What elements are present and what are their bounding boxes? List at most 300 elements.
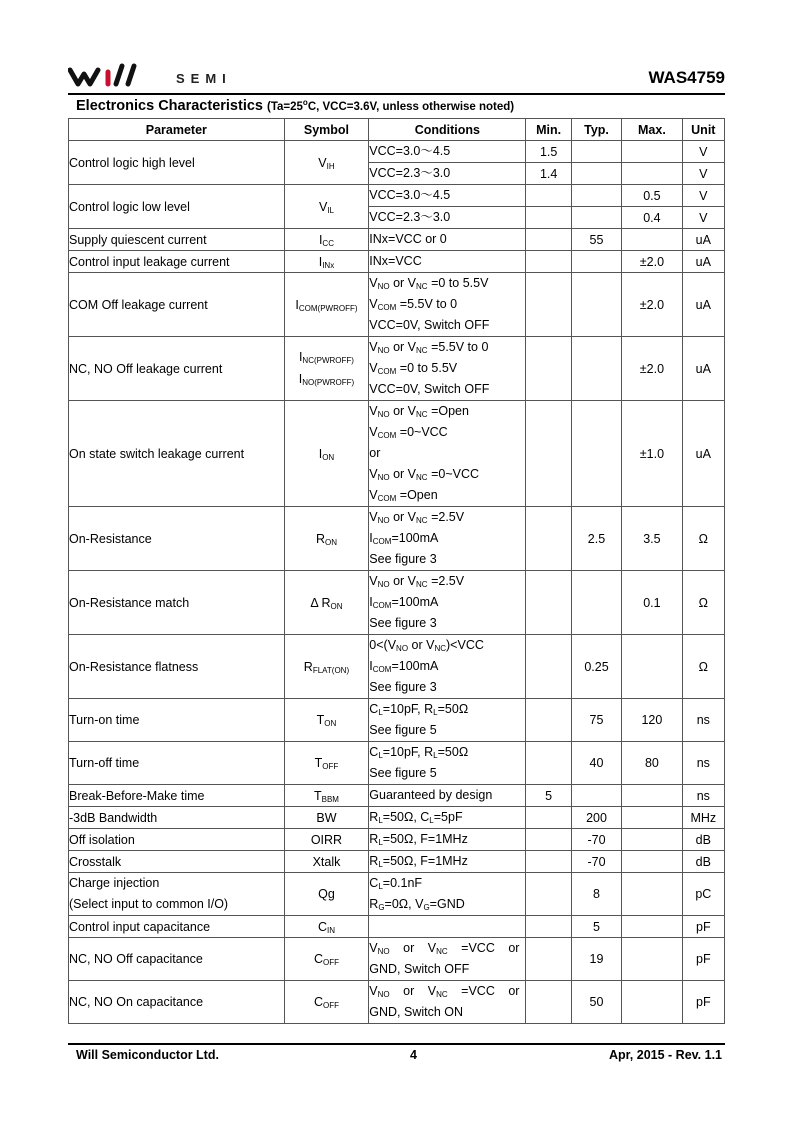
t: =0~VCC [427, 467, 480, 481]
cond-pre: (Ta=25 [267, 101, 303, 113]
will-semi-logo-icon [68, 62, 168, 88]
t: =100mA [391, 531, 439, 545]
t: V [369, 488, 378, 502]
typ-cell: 55 [571, 229, 621, 251]
t: or V [408, 638, 435, 652]
max-cell [622, 938, 682, 981]
s: NC [434, 644, 447, 653]
unit-cell: pF [682, 981, 724, 1024]
s: NO [377, 516, 390, 525]
t: =2.5V [427, 510, 465, 524]
sym: I [318, 254, 323, 269]
t: or V [389, 510, 417, 524]
sym-sub: BBM [321, 794, 339, 804]
max-cell [622, 873, 682, 916]
t: V [369, 467, 378, 481]
t [369, 984, 389, 998]
param-cell: NC, NO Off leakage current [69, 337, 285, 401]
t: V [369, 361, 378, 375]
max-cell: 80 [622, 742, 682, 785]
footer-page-number: 4 [410, 1048, 417, 1062]
min-cell [526, 507, 571, 571]
table-row [69, 807, 725, 829]
s: NC [416, 473, 428, 482]
table-row [69, 273, 725, 337]
header-parameter: Parameter [69, 119, 285, 141]
sym: I [318, 232, 323, 247]
sym: I [318, 446, 323, 461]
unit-cell: V [682, 141, 724, 163]
t: V [369, 404, 378, 418]
sym: T [314, 756, 323, 770]
section-conditions [267, 98, 515, 113]
sym-sub: NC(PWROFF) [302, 355, 354, 365]
symbol-cell [284, 229, 369, 251]
max-cell [622, 981, 682, 1024]
typ-cell [571, 337, 621, 401]
table-row [69, 185, 725, 207]
unit-cell: uA [682, 229, 724, 251]
cond-line: GND, Switch OFF [369, 962, 470, 976]
symbol-cell [284, 507, 369, 571]
condition-cell [369, 742, 526, 785]
table-row [69, 785, 725, 807]
sym: I [298, 349, 303, 364]
condition-cell [369, 163, 526, 185]
param-cell: Supply quiescent current [69, 229, 285, 251]
unit-cell: ns [682, 699, 724, 742]
unit-cell: V [682, 163, 724, 185]
table-row [69, 938, 725, 981]
t: V [369, 276, 378, 290]
typ-cell [571, 185, 621, 207]
table-row [69, 229, 725, 251]
table-row [69, 742, 725, 785]
sym-sub: ON [322, 452, 335, 462]
condition-cell [369, 337, 526, 401]
s: NC [436, 990, 448, 999]
min-cell [526, 229, 571, 251]
min-cell [526, 916, 571, 938]
min-cell [526, 807, 571, 829]
typ-cell: -70 [571, 851, 621, 873]
symbol-cell [284, 337, 369, 401]
t: V [369, 297, 378, 311]
cond-line [369, 485, 525, 506]
condition-cell [369, 829, 526, 851]
t: =5pF [433, 810, 463, 824]
footer-date-revision: Apr, 2015 - Rev. 1.1 [608, 1048, 722, 1062]
min-cell [526, 873, 571, 916]
param-cell [69, 873, 285, 916]
s: NC [436, 947, 448, 956]
cond-line [369, 656, 525, 677]
t: =10pF, R [382, 745, 434, 759]
t: V [369, 941, 378, 955]
s: G [423, 903, 430, 912]
cond-line: VCC=2.3～3.0 [369, 166, 451, 180]
s: L [378, 838, 383, 847]
sym: V [318, 155, 327, 170]
t: or V [389, 340, 417, 354]
symbol-cell [284, 981, 369, 1024]
cond-line: See figure 3 [369, 552, 437, 566]
symbol-cell [284, 141, 369, 185]
t: V [369, 340, 378, 354]
s: COM [372, 537, 392, 546]
s: L [433, 708, 438, 717]
s: L [378, 751, 383, 760]
table-row [69, 337, 725, 401]
symbol-cell [284, 273, 369, 337]
max-cell [622, 163, 682, 185]
t: V [369, 574, 378, 588]
typ-cell: 0.25 [571, 635, 621, 699]
footer-divider [68, 1043, 725, 1045]
header-conditions: Conditions [369, 119, 526, 141]
cond-line [369, 528, 525, 549]
max-cell: ±2.0 [622, 251, 682, 273]
t: C [369, 745, 379, 759]
t: R [369, 897, 379, 911]
s: COM [377, 431, 397, 440]
t: I [369, 595, 373, 609]
min-cell [526, 207, 571, 229]
min-cell [526, 571, 571, 635]
typ-cell [571, 163, 621, 185]
cond-line [369, 699, 525, 720]
footer-company: Will Semiconductor Ltd. [76, 1048, 219, 1062]
table-row [69, 635, 725, 699]
min-cell [526, 699, 571, 742]
sym-sub: NO(PWROFF) [302, 377, 355, 387]
s: NO [377, 947, 390, 956]
sym: C [313, 952, 323, 966]
t: =0~VCC [396, 425, 448, 439]
max-cell: 120 [622, 699, 682, 742]
unit-cell: ns [682, 785, 724, 807]
max-cell [622, 785, 682, 807]
symbol-cell [284, 185, 369, 229]
t: V [427, 941, 437, 955]
header-typ: Typ. [571, 119, 621, 141]
cond-line [369, 981, 525, 1002]
electrical-characteristics-table [68, 118, 725, 1024]
header-min: Min. [526, 119, 571, 141]
table-row [69, 873, 725, 916]
condition-cell [369, 635, 526, 699]
t: V [369, 510, 378, 524]
sym-sub: IN [326, 925, 335, 935]
param-cell: Control logic low level [69, 185, 285, 229]
header-max: Max. [622, 119, 682, 141]
sym-line [285, 347, 369, 369]
sym-sub: OFF [322, 1001, 339, 1010]
max-cell [622, 916, 682, 938]
param-cell: Control input leakage current [69, 251, 285, 273]
min-cell [526, 829, 571, 851]
section-title [76, 98, 514, 114]
symbol-cell [284, 571, 369, 635]
cond-line [369, 873, 525, 894]
t: V [427, 984, 437, 998]
param-cell: NC, NO Off capacitance [69, 938, 285, 981]
min-cell [526, 251, 571, 273]
param-cell: On-Resistance [69, 507, 285, 571]
t: )<VCC [446, 638, 484, 652]
cond-line [369, 358, 525, 379]
symbol-cell [284, 251, 369, 273]
unit-cell: dB [682, 851, 724, 873]
t: or V [389, 276, 417, 290]
typ-cell [571, 401, 621, 507]
s: L [429, 816, 434, 825]
max-cell [622, 829, 682, 851]
t: =0 to 5.5V [427, 276, 489, 290]
unit-cell: pC [682, 873, 724, 916]
typ-cell [571, 207, 621, 229]
condition-cell [369, 851, 526, 873]
min-cell [526, 273, 571, 337]
t: =100mA [391, 595, 439, 609]
param-cell: On-Resistance match [69, 571, 285, 635]
s: COM [372, 601, 392, 610]
cond-line [369, 337, 525, 358]
symbol-cell: Qg [284, 873, 369, 916]
sym: I [295, 297, 299, 312]
condition-cell [369, 785, 526, 807]
sym-sub: IH [326, 161, 335, 171]
page-header [68, 60, 725, 94]
typ-cell [571, 273, 621, 337]
table-row [69, 251, 725, 273]
t: R [369, 854, 379, 868]
table-row [69, 829, 725, 851]
typ-cell: 19 [571, 938, 621, 981]
max-cell [622, 229, 682, 251]
max-cell [622, 851, 682, 873]
t: or [403, 941, 415, 955]
s: COM [377, 494, 397, 503]
t: =Open [427, 404, 469, 418]
param-cell: Control input capacitance [69, 916, 285, 938]
t: =5.5V to 0 [396, 297, 458, 311]
s: NC [416, 410, 428, 419]
t: or [508, 941, 520, 955]
t: =GND [429, 897, 465, 911]
cond-line [369, 464, 525, 485]
cond-line [369, 294, 525, 315]
param-cell: Crosstalk [69, 851, 285, 873]
max-cell: 0.4 [622, 207, 682, 229]
part-number: WAS4759 [648, 68, 725, 87]
cond-line: See figure 5 [369, 766, 437, 780]
max-cell: ±2.0 [622, 337, 682, 401]
symbol-cell [284, 699, 369, 742]
sym-sub: OFF [322, 762, 339, 771]
cond-line: VCC=0V, Switch OFF [369, 382, 490, 396]
condition-cell [369, 141, 526, 163]
unit-cell: pF [682, 938, 724, 981]
symbol-cell [284, 916, 369, 938]
sym-sub: COM(PWROFF) [298, 303, 358, 313]
sym-sub: FLAT(ON) [312, 665, 350, 675]
min-cell [526, 742, 571, 785]
typ-cell: 50 [571, 981, 621, 1024]
typ-cell: 5 [571, 916, 621, 938]
condition-cell [369, 251, 526, 273]
max-cell: ±2.0 [622, 273, 682, 337]
condition-cell [369, 401, 526, 507]
t: C [369, 702, 379, 716]
table-row [69, 699, 725, 742]
cond-line [369, 401, 525, 422]
cond-line: INx=VCC [369, 254, 422, 268]
symbol-cell: BW [284, 807, 369, 829]
s: L [378, 882, 383, 891]
table-header-row [69, 119, 725, 141]
typ-cell: 2.5 [571, 507, 621, 571]
s: G [378, 903, 385, 912]
s: COM [377, 303, 397, 312]
condition-cell [369, 916, 526, 938]
cond-sup: o [302, 98, 308, 108]
unit-cell: dB [682, 829, 724, 851]
s: COM [377, 367, 397, 376]
t [428, 941, 448, 955]
t: 0<(V [369, 638, 397, 652]
condition-cell [369, 507, 526, 571]
header-divider [68, 93, 725, 95]
symbol-cell [284, 938, 369, 981]
sym: C [317, 919, 327, 934]
unit-cell: uA [682, 401, 724, 507]
sym-sub: ON [324, 537, 337, 547]
s: COM [372, 665, 392, 674]
t: =100mA [391, 659, 439, 673]
cond-line: See figure 5 [369, 723, 437, 737]
typ-cell [571, 141, 621, 163]
s: L [378, 708, 383, 717]
param-cell: -3dB Bandwidth [69, 807, 285, 829]
min-cell [526, 401, 571, 507]
min-cell [526, 981, 571, 1024]
t: R [369, 810, 379, 824]
sym: I [298, 371, 303, 386]
s: NO [377, 580, 390, 589]
t: =50Ω, C [382, 810, 430, 824]
cond-line: VCC=0V, Switch OFF [369, 318, 490, 332]
sym: Δ R [310, 595, 331, 610]
min-cell: 1.4 [526, 163, 571, 185]
param-cell: On-Resistance flatness [69, 635, 285, 699]
param-line: Charge injection [69, 876, 160, 890]
t: =VCC [461, 941, 495, 955]
cond-line: See figure 3 [369, 616, 437, 630]
sym-sub: OFF [322, 958, 339, 967]
t: =50Ω [437, 745, 469, 759]
t: or V [389, 574, 417, 588]
s: L [433, 751, 438, 760]
typ-cell: 200 [571, 807, 621, 829]
unit-cell: pF [682, 916, 724, 938]
t: =5.5V to 0 [427, 340, 489, 354]
symbol-cell [284, 635, 369, 699]
param-cell: On state switch leakage current [69, 401, 285, 507]
t: or V [389, 404, 417, 418]
table-row [69, 401, 725, 507]
cond-line [369, 851, 525, 872]
max-cell [622, 807, 682, 829]
s: NC [416, 346, 428, 355]
param-cell: Turn-off time [69, 742, 285, 785]
t: =50Ω, F=1MHz [382, 854, 468, 868]
unit-cell: uA [682, 337, 724, 401]
t: =VCC [461, 984, 495, 998]
cond-line: See figure 3 [369, 680, 437, 694]
t: V [369, 425, 378, 439]
param-cell: Control logic high level [69, 141, 285, 185]
s: NO [377, 410, 390, 419]
table-row [69, 141, 725, 163]
t: or V [389, 467, 417, 481]
cond-line: GND, Switch ON [369, 1005, 464, 1019]
condition-cell [369, 981, 526, 1024]
condition-cell [369, 273, 526, 337]
typ-cell: 40 [571, 742, 621, 785]
max-cell: 0.1 [622, 571, 682, 635]
symbol-cell [284, 401, 369, 507]
condition-cell [369, 807, 526, 829]
typ-cell: 8 [571, 873, 621, 916]
t: =10pF, R [382, 702, 434, 716]
s: NC [416, 516, 428, 525]
condition-cell [369, 207, 526, 229]
min-cell: 5 [526, 785, 571, 807]
param-cell: COM Off leakage current [69, 273, 285, 337]
typ-cell [571, 251, 621, 273]
sym-line [285, 369, 369, 391]
t: =50Ω, F=1MHz [382, 832, 468, 846]
min-cell [526, 185, 571, 207]
cond-line [369, 742, 525, 763]
s: L [378, 860, 383, 869]
sym-sub: INx [322, 260, 335, 270]
typ-cell: -70 [571, 829, 621, 851]
s: NO [377, 346, 390, 355]
cond-line [369, 273, 525, 294]
symbol-cell: Xtalk [284, 851, 369, 873]
param-cell: Break-Before-Make time [69, 785, 285, 807]
s: NC [416, 580, 428, 589]
max-cell: ±1.0 [622, 401, 682, 507]
cond-line: Guaranteed by design [369, 788, 493, 802]
unit-cell: Ω [682, 507, 724, 571]
cond-line [369, 938, 525, 959]
section-title-text: Electronics Characteristics [76, 98, 263, 114]
t: I [369, 659, 373, 673]
typ-cell [571, 785, 621, 807]
cond-line [369, 807, 525, 828]
condition-cell [369, 185, 526, 207]
min-cell [526, 337, 571, 401]
typ-cell [571, 571, 621, 635]
max-cell: 3.5 [622, 507, 682, 571]
s: NO [377, 282, 390, 291]
sym: T [316, 713, 325, 727]
t: =Open [396, 488, 438, 502]
unit-cell: Ω [682, 571, 724, 635]
